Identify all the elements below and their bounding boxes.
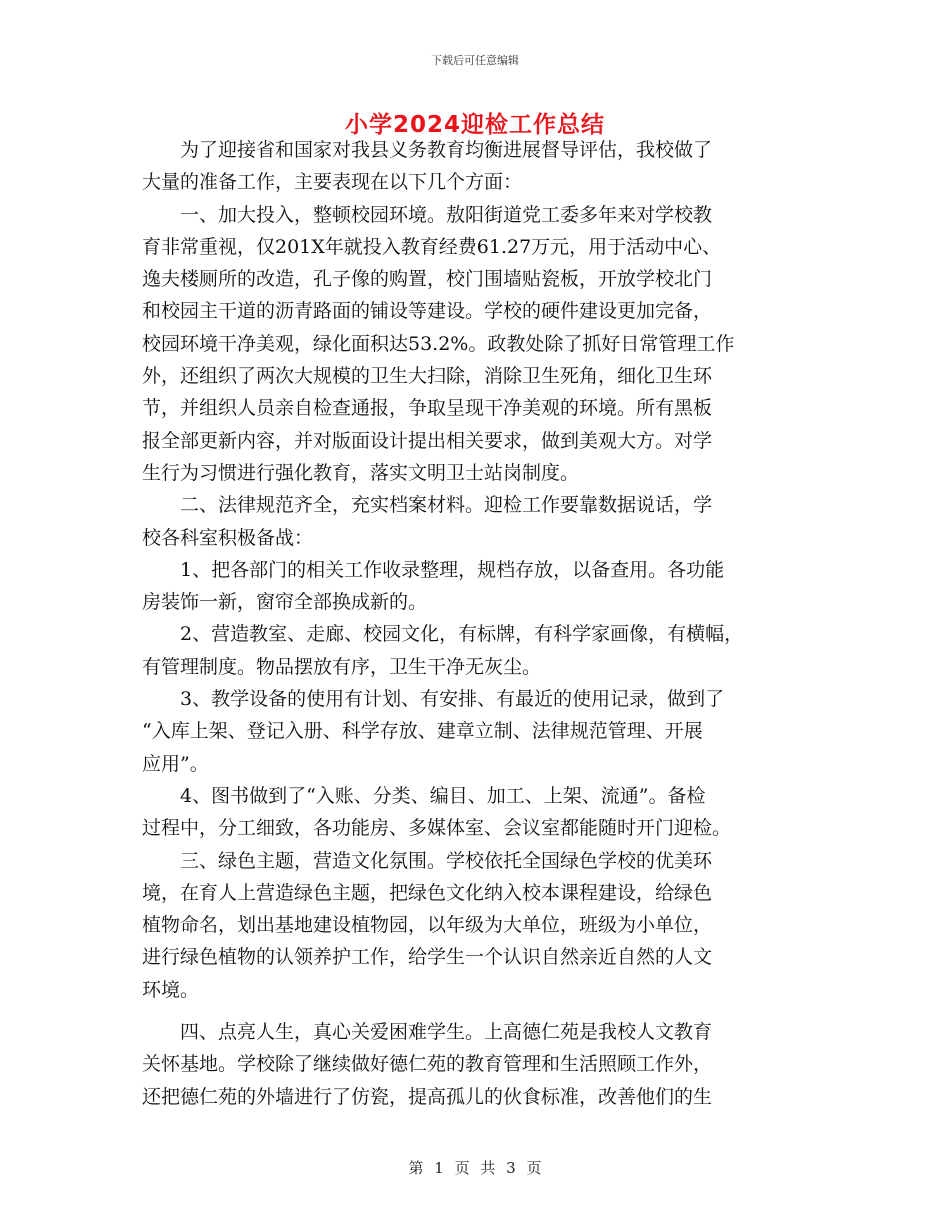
text-line: 一、加大投入，整顿校园环境。敖阳街道党工委多年来对学校教 [142,203,713,226]
text-line: 关怀基地。学校除了继续做好德仁苑的教育管理和生活照顾工作外， [142,1053,713,1076]
text-line: 逸夫楼厕所的改造，孔子像的购置，校门围墙贴瓷板，开放学校北门 [142,268,713,291]
text-line: 境，在育人上营造绿色主题，把绿色文化纳入校本课程建设，给绿色 [142,881,713,904]
text-line: 环境。 [142,978,200,1001]
text-line: 和校园主干道的沥青路面的铺设等建设。学校的硬件建设更加完备， [142,300,713,323]
document-title: 小学2024迎检工作总结 [344,112,605,138]
text-line: 4、图书做到了“入账、分类、编目、加工、上架、流通”。备检 [142,784,706,807]
text-line: 报全部更新内容，并对版面设计提出相关要求，做到美观大方。对学 [142,429,713,452]
document-body [142,134,810,1113]
text-line: 植物命名，划出基地建设植物园，以年级为大单位，班级为小单位， [142,914,713,937]
text-line: 进行绿色植物的认领养护工作，给学生一个认识自然亲近自然的人文 [142,946,713,969]
header-note: 下载后可任意编辑 [431,54,519,67]
text-line: 3、教学设备的使用有计划、有安排、有最近的使用记录，做到了 [142,688,725,711]
text-line: 生行为习惯进行强化教育，落实文明卫士站岗制度。 [142,461,580,484]
text-line: 应用”。 [142,752,209,775]
text-line: “入库上架、登记入册、科学存放、建章立制、法律规范管理、开展 [142,720,703,743]
text-line: 节，并组织人员亲自检查通报，争取呈现干净美观的环境。所有黑板 [142,397,713,420]
text-line: 三、绿色主题，营造文化氛围。学校依托全国绿色学校的优美环 [142,849,713,872]
text-line: 有管理制度。物品摆放有序，卫生干净无灰尘。 [142,655,542,678]
text-line: 2、营造教室、走廊、校园文化，有标牌，有科学家画像，有横幅， [142,623,744,646]
text-line: 二、法律规范齐全，充实档案材料。迎检工作要靠数据说话，学 [142,494,713,517]
paragraph-gap [142,1006,810,1016]
text-line: 校各科室积极备战： [142,526,314,549]
text-line: 外，还组织了两次大规模的卫生大扫除，消除卫生死角，细化卫生环 [142,365,713,388]
text-line: 为了迎接省和国家对我县义务教育均衡进展督导评估，我校做了 [142,139,713,161]
text-line: 育非常重视，仅201X年就投入教育经费61.27万元，用于活动中心、 [142,235,722,258]
text-line: 1、把各部门的相关工作收录整理，规档存放，以备查用。各功能 [142,558,725,581]
text-line: 四、点亮人生，真心关爱困难学生。上高德仁苑是我校人文教育 [142,1021,713,1044]
text-line: 过程中，分工细致，各功能房、多媒体室、会议室都能随时开门迎检。 [142,817,732,840]
text-line: 校园环境干净美观，绿化面积达53.2%。政教处除了抓好日常管理工作 [142,332,735,355]
text-line: 大量的准备工作，主要表现在以下几个方面： [142,171,523,194]
text-line: 还把德仁苑的外墙进行了仿瓷，提高孤儿的伙食标准，改善他们的生 [142,1085,713,1108]
text-line: 房装饰一新，窗帘全部换成新的。 [142,591,428,614]
page-footer: 第 1 页 共 3 页 [408,1159,542,1177]
